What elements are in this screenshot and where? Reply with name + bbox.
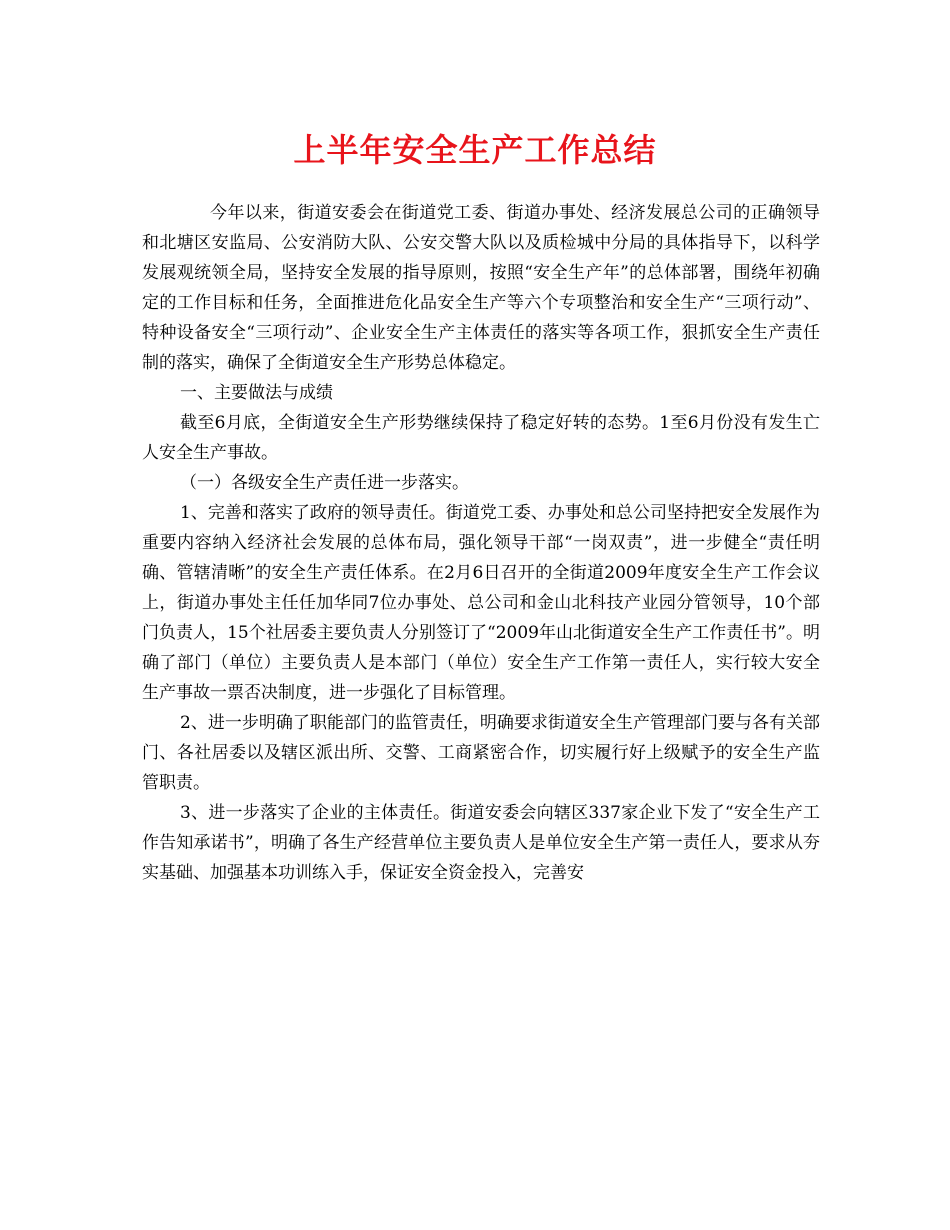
paragraph: 3、进一步落实了企业的主体责任。街道安委会向辖区337家企业下发了“安全生产工作告知承诺书”，明确了各生产经营单位主要负责人是单位安全生产第一责任人，要求从夯实基础、加强基本功训练入手，保证安全资金投入，完善安 <box>142 803 820 883</box>
section-heading: 一、主要做法与成绩 <box>180 383 333 403</box>
paragraph: 2、进一步明确了职能部门的监管责任，明确要求街道安全生产管理部门要与各有关部门、各社居委以及辖区派出所、交警、工商紧密合作，切实履行好上级赋予的安全生产监管职责。 <box>142 713 820 793</box>
document-title: 上半年安全生产工作总结 <box>293 131 657 169</box>
paragraph: 截至6月底，全街道安全生产形势继续保持了稳定好转的态势。1至6月份没有发生亡人安全生产事故。 <box>142 413 820 463</box>
paragraph: 1、完善和落实了政府的领导责任。街道党工委、办事处和总公司坚持把安全发展作为重要内容纳入经济社会发展的总体布局，强化领导干部“一岗双责”，进一步健全“责任明确、管辖清晰”的安全生产责任体系。在2月6日召开的全街道2009年度安全生产工作会议上，街道办事处主任任加华同7位办事处、总公司和金山北科技产业园分管领导，10个部门负责人，15个社居委主要负责人分别签订了“2009年山北街道安全生产工作责任书”。明确了部门（单位）主要负责人是本部门（单位）安全生产工作第一责任人，实行较大安全生产事故一票否决制度，进一步强化了目标管理。 <box>142 503 820 703</box>
subsection-heading: （一）各级安全生产责任进一步落实。 <box>180 473 469 493</box>
intro-paragraph: 今年以来，街道安委会在街道党工委、街道办事处、经济发展总公司的正确领导和北塘区安监局、公安消防大队、公安交警大队以及质检城中分局的具体指导下，以科学发展观统领全局，坚持安全发展的指导原则，按照“安全生产年”的总体部署，围绕年初确定的工作目标和任务，全面推进危化品安全生产等六个专项整治和安全生产“三项行动”、特种设备安全“三项行动”、企业安全生产主体责任的落实等各项工作，狠抓安全生产责任制的落实，确保了全街道安全生产形势总体稳定。 <box>142 203 820 373</box>
document-body <box>142 198 820 888</box>
